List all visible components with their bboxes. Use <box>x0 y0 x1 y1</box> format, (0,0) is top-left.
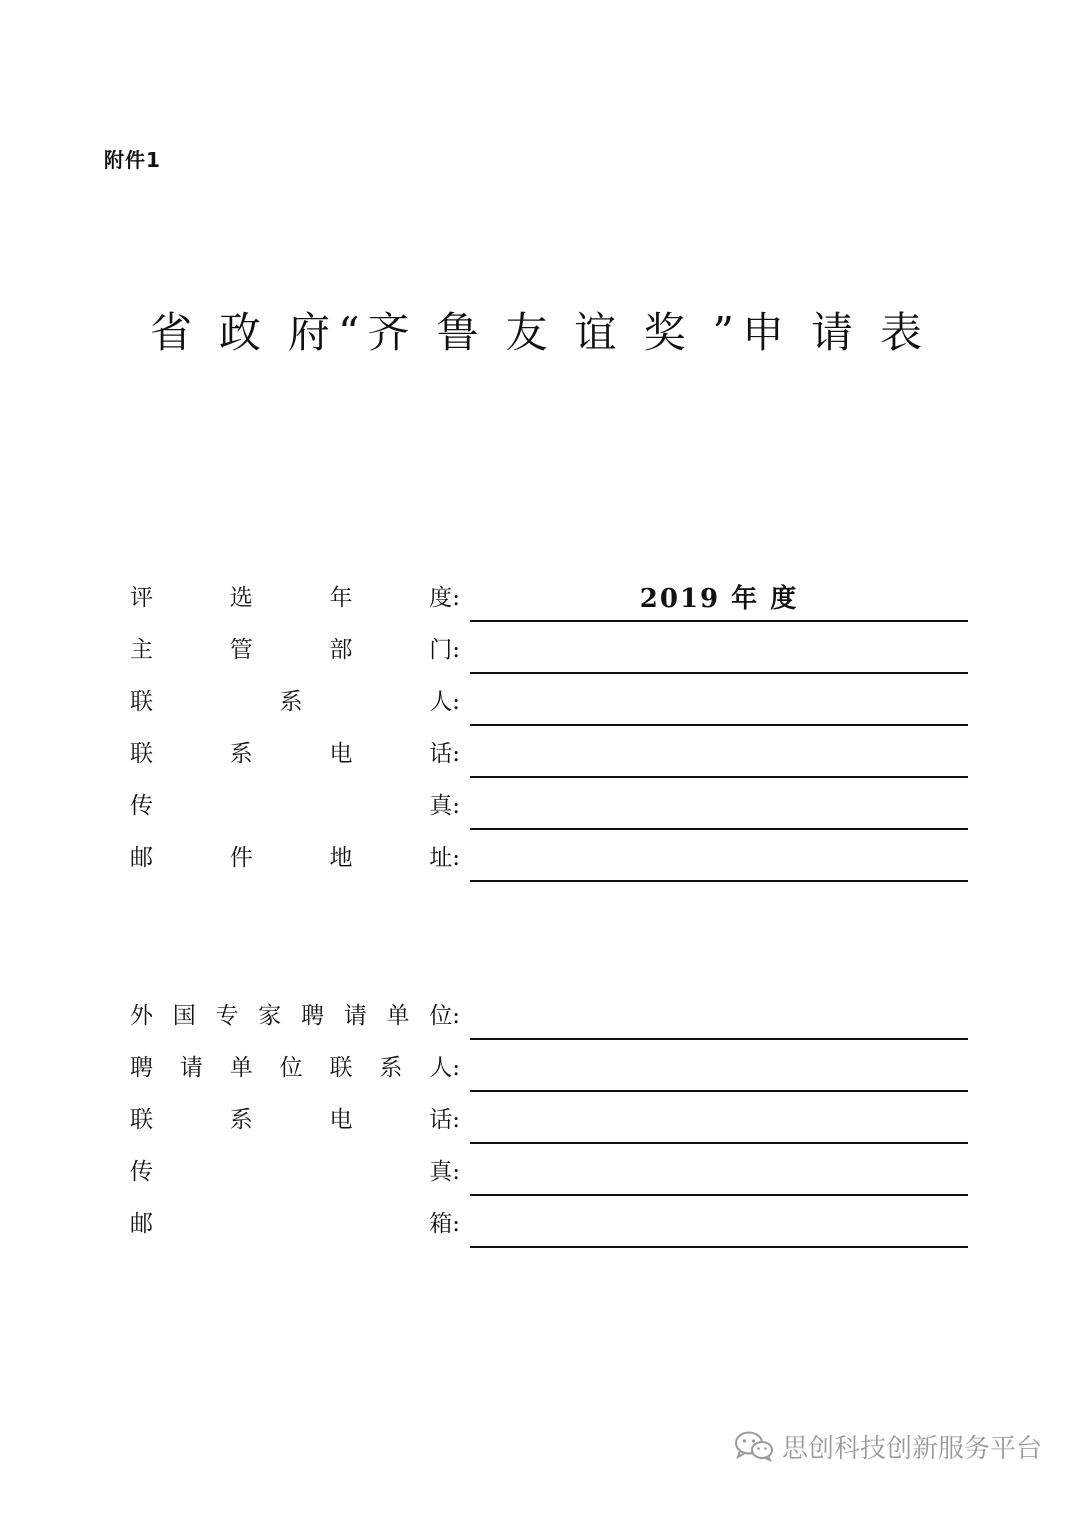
field-label <box>130 1002 460 1030</box>
label-char: 管 <box>229 637 253 663</box>
title-char: 府“齐 <box>288 308 418 357</box>
field-label <box>130 792 460 820</box>
label-char: 传 <box>130 793 153 819</box>
form-row-hiring-contact <box>130 1040 970 1092</box>
title-char: 奖 <box>643 308 694 357</box>
fill-in-line <box>470 880 968 882</box>
attachment-label: 附件1 <box>104 148 161 172</box>
label-char: 地 <box>329 845 353 871</box>
title-char: 友 <box>505 308 556 357</box>
field-label <box>130 1106 460 1134</box>
label-char: 件 <box>229 845 253 871</box>
label-char: 话: <box>429 1107 460 1133</box>
field-label <box>130 1158 460 1186</box>
label-char: 人: <box>429 1055 460 1081</box>
label-char: 年 <box>329 585 353 611</box>
field-label <box>130 844 460 872</box>
form-row-fax <box>130 778 970 830</box>
label-char: 人: <box>429 689 460 715</box>
field-label <box>130 584 460 612</box>
label-char: 系 <box>229 1107 253 1133</box>
label-char: 传 <box>130 1159 153 1185</box>
label-char: 门: <box>429 637 460 663</box>
label-char: 单 <box>386 1003 410 1029</box>
selection-year-value[interactable]: 2019 年 度 <box>639 584 799 614</box>
field-label <box>130 688 460 716</box>
label-char: 联 <box>130 689 153 715</box>
wechat-icon <box>734 1430 774 1462</box>
label-char: 请 <box>343 1003 367 1029</box>
title-char: 鲁 <box>436 308 487 357</box>
label-char: 主 <box>130 637 153 663</box>
label-char: 系 <box>379 1055 403 1081</box>
label-char: 电 <box>329 1107 353 1133</box>
label-char: 联 <box>130 1107 153 1133</box>
field-label <box>130 740 460 768</box>
label-char: 联 <box>130 741 153 767</box>
label-char: 位 <box>279 1055 303 1081</box>
label-char: 国 <box>172 1003 196 1029</box>
label-char: 系 <box>229 741 253 767</box>
form-row-mailing-address <box>130 830 970 882</box>
label-char: 选 <box>229 585 253 611</box>
title-char: ”申 <box>712 308 792 357</box>
title-char: 省 <box>150 308 201 357</box>
label-char: 外 <box>130 1003 153 1029</box>
form-row-selection-year <box>130 570 970 622</box>
label-char: 邮 <box>130 845 153 871</box>
label-char: 联 <box>329 1055 353 1081</box>
field-label <box>130 636 460 664</box>
form-row-hiring-phone <box>130 1092 970 1144</box>
label-char: 单 <box>229 1055 253 1081</box>
title-char: 政 <box>219 308 270 357</box>
label-char: 聘 <box>301 1003 324 1029</box>
field-label <box>130 1210 460 1238</box>
label-char: 评 <box>130 585 153 611</box>
label-char: 系 <box>279 689 303 715</box>
label-char: 邮 <box>130 1211 153 1237</box>
label-char: 箱: <box>429 1211 460 1237</box>
title-char: 表 <box>879 308 930 357</box>
label-char: 聘 <box>130 1055 153 1081</box>
form-row-hiring-unit <box>130 988 970 1040</box>
form-row-hiring-email <box>130 1196 970 1248</box>
label-char: 专 <box>215 1003 239 1029</box>
label-char: 电 <box>329 741 353 767</box>
applicant-info-section <box>130 570 970 882</box>
label-char: 址: <box>429 845 460 871</box>
field-label <box>130 1054 460 1082</box>
form-row-contact-person <box>130 674 970 726</box>
label-char: 真: <box>429 793 460 819</box>
fill-in-line <box>470 1246 968 1248</box>
label-char: 位: <box>429 1003 460 1029</box>
form-row-hiring-fax <box>130 1144 970 1196</box>
document-title <box>150 300 930 360</box>
hiring-unit-section <box>130 988 970 1248</box>
title-char: 请 <box>810 308 861 357</box>
label-char: 度: <box>429 585 460 611</box>
form-row-competent-department <box>130 622 970 674</box>
form-row-contact-phone <box>130 726 970 778</box>
title-char: 谊 <box>574 308 625 357</box>
label-char: 请 <box>179 1055 203 1081</box>
label-char: 部 <box>329 637 353 663</box>
watermark-text: 思创科技创新服务平台 <box>781 1433 1042 1464</box>
label-char: 真: <box>429 1159 460 1185</box>
label-char: 话: <box>429 741 460 767</box>
label-char: 家 <box>258 1003 282 1029</box>
watermark <box>734 1426 1042 1466</box>
